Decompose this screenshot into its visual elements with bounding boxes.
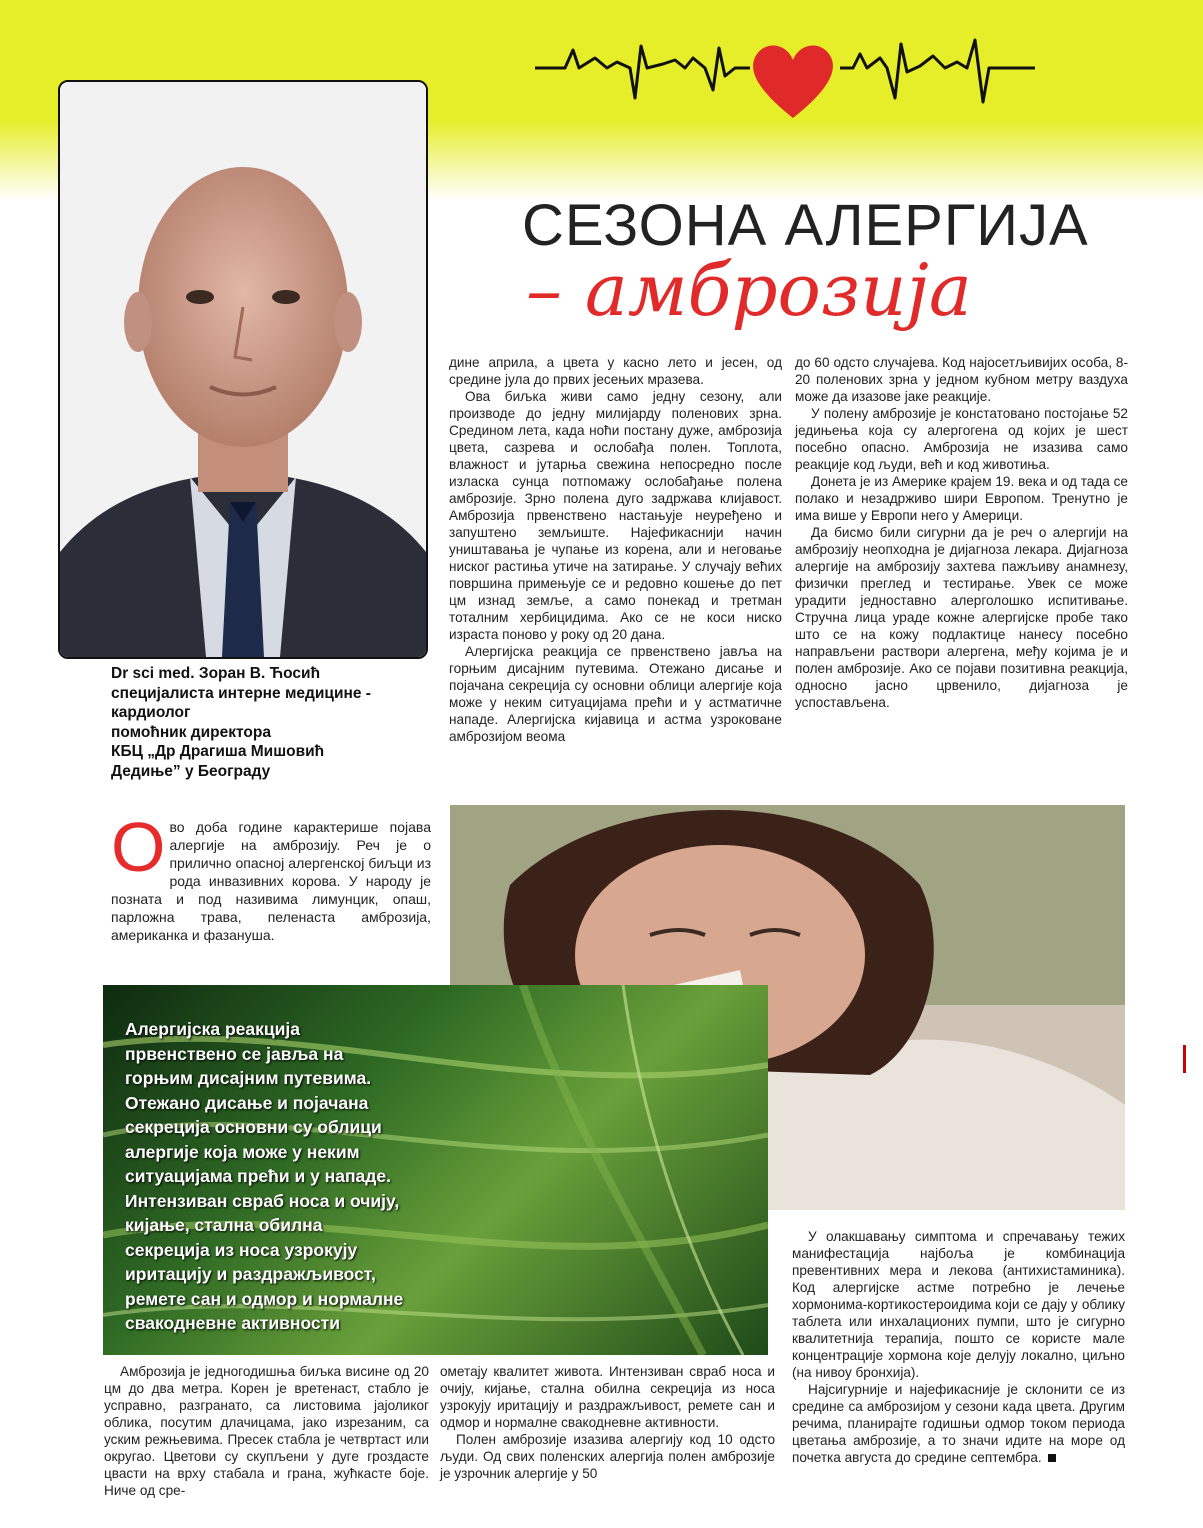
paragraph-text: Најсигурније и најефикасније је склонити се из средине са амброзијом у сезони када цвета. Другим речима, планирајте годишњи одмор током периода цветања амброзије, а то значи идите на море од почетка августа до средине септембра. bbox=[792, 1382, 1125, 1465]
margin-mark bbox=[1183, 1045, 1186, 1073]
caption-line: помоћник директора bbox=[111, 723, 271, 741]
intro-paragraph bbox=[111, 808, 431, 944]
quote-line: првенствено се јавља на bbox=[125, 1043, 344, 1064]
quote-line: кијање, стална обилна bbox=[125, 1215, 323, 1235]
caption-line: КБЦ „Др Драгиша Мишовић bbox=[111, 743, 325, 760]
heart-icon bbox=[753, 45, 833, 118]
column-left-bottom bbox=[104, 1363, 429, 1499]
quote-line: горњим дисајним путевима. bbox=[125, 1068, 372, 1088]
quote-line: секреција основни су облици bbox=[125, 1117, 382, 1137]
paragraph: дине априла, а цвета у касно лето и јесен, од средине јула до првих јесењих мразева. bbox=[449, 355, 782, 387]
quote-line: Интензиван свраб носа и очију, bbox=[125, 1190, 400, 1211]
end-square-icon bbox=[1048, 1454, 1056, 1462]
paragraph bbox=[792, 1381, 1125, 1466]
article-subtitle: – амброзија bbox=[526, 248, 972, 332]
paragraph: Алергијска реакција се првенствено јавља на горњим дисајним путевима. Отежано дисање и појачана секреција су основни облици алергије која може у неким ситуацијама прећи и у астматичне нападе. Алергијска кијавица и астма узроковане амброзијом веома bbox=[449, 644, 782, 744]
ecg-line-icon bbox=[535, 28, 1035, 138]
quote-line: Алергијска реакција bbox=[125, 1019, 300, 1039]
pull-quote bbox=[125, 1017, 465, 1336]
quote-line: свакодневне активности bbox=[125, 1313, 340, 1333]
author-caption bbox=[111, 664, 431, 781]
caption-line: Дедиње” у Београду bbox=[111, 762, 271, 780]
caption-line: кардиолог bbox=[111, 704, 191, 721]
author-photo bbox=[58, 80, 428, 659]
quote-line: иритацију и раздражљивост, bbox=[125, 1264, 376, 1284]
quote-line: секреција из носа узрокују bbox=[125, 1239, 358, 1260]
paragraph: У олакшавању симптома и спречавању тежих манифестација најбоља је комбинација превентивних мера и лекова (антихистаминика). Код алергијске астме потребно је лечење хормонима-кортикостероидима који се дају у облику таблета или инхалационих пумпи, што је сигурно квалитетнија терапија, пошто се користе мале концентрације хормона које делују локално, циљно (на нивоу бронхија). bbox=[792, 1229, 1125, 1380]
quote-line: ремете сан и одмор и нормалне bbox=[125, 1288, 404, 1309]
article-title: СЕЗОНА АЛЕРГИЈА bbox=[522, 193, 1089, 258]
paragraph: У полену амброзије је констатовано постојање 52 једињења која су алергогена од којих је шест посебно опасно. Амброзија не изазива само реакције код људи, већ и код животиња. bbox=[795, 406, 1128, 472]
caption-line: специјалиста интерне медицине - bbox=[111, 684, 371, 702]
paragraph: до 60 одсто случајева. Код најосетљивијих особа, 8-20 поленових зрна у једном кубном метру ваздуха може да изазове јаке реакције. bbox=[795, 355, 1128, 404]
paragraph: Донета је из Америке крајем 19. века и од тада се полако и незадрживо шири Европом. Тренутно је има више у Европи него у Америци. bbox=[795, 474, 1128, 523]
quote-line: Отежано дисање и појачана bbox=[125, 1092, 369, 1113]
column-right-bottom bbox=[792, 1228, 1125, 1466]
quote-line: алергије која може у неким bbox=[125, 1141, 360, 1162]
paragraph: Полен амброзије изазива алергију код 10 одсто људи. Од свих поленских алергија полен амброзије је узрочник алергије у 50 bbox=[440, 1432, 775, 1481]
column-right-top bbox=[795, 354, 1128, 711]
paragraph: Да бисмо били сигурни да је реч о алергији на амброзију неопходна је дијагноза лекара. Дијагноза алергије на амброзију захтева пажљиву анамнезу, физички преглед и тестирање. Увек се може урадити једноставно алерголошко испитивање. Стручна лица ураде кожне алергијске пробе тако што се на кожу подлактице нанесу посебно направљени раствори алергена, међу којима је и полен амброзије. Ако се појави позитивна реакција, односно јасно црвенило, дијагноза је успостављена. bbox=[795, 525, 1128, 710]
column-middle-top bbox=[449, 354, 782, 745]
paragraph: Ова биљка живи само једну сезону, али производе до једну милијарду поленових зрна. Средином лета, када ноћи постану дуже, амброзија цвета, сазрева и ослобађа полен. Топлота, влажност и јутарња свежина непосредно после изласка сунца потпомажу ослобађање полена амброзије. Зрно полена дуго задржава клијавост. Амброзија првенствено настањује неуређено и запуштено земљиште. Најефикаснији начин уништавања је чупање из корена, али и неговање ниског растиња утиче на затирање. У случају већих површина примењује се и редовно кошење до пет цм изнад земље, а само понекад и третман тоталним хербицидима. Ако се не коси ниско израста поново у року од 20 дана. bbox=[449, 389, 782, 642]
drop-cap: О bbox=[111, 808, 166, 886]
quote-line: ситуацијама прећи и у нападе. bbox=[125, 1166, 391, 1186]
column-middle-bottom bbox=[440, 1363, 775, 1482]
paragraph: Амброзија је једногодишња биљка висине од 20 цм до два метра. Корен је вретенаст, стабло је усправно, разгранато, са листовима јајоликог облика, посутим длачицама, јако изрезаним, са уским режњевима. Пресек стабла је четвртаст или округао. Цветови су скупљени у дуге гроздасте цвасти на врху стабала и грана, жућкасте боје. Ниче од сре- bbox=[104, 1364, 429, 1498]
intro-text: во доба године карактерише појава алергије на амброзију. Реч је о прилично опасној алергенској биљци из рода инвазивних корова. У народу је позната и под називима лимунцик, опаш, парложна трава, пеленаста амброзија, американка и фазануша. bbox=[111, 819, 431, 943]
caption-line: Dr sci med. Зоран В. Ћосић bbox=[111, 665, 321, 682]
paragraph: ометају квалитет живота. Интензиван свраб носа и очију, кијање, стална обилна секреција из носа узрокују иритацију и раздражљивост, ремете сан и одмор и нормалне свакодневне активности. bbox=[440, 1364, 775, 1430]
